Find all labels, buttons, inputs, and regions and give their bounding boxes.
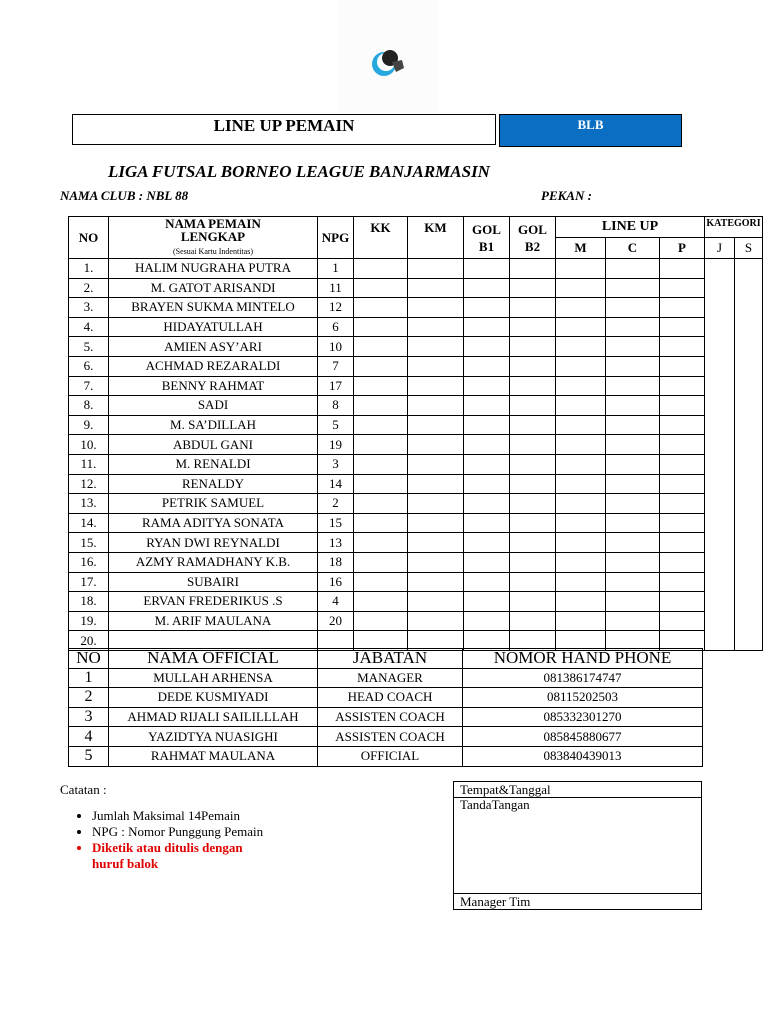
player-no: 1. (69, 259, 109, 279)
kk-cell (354, 592, 408, 612)
player-npg: 1 (318, 259, 354, 279)
players-table (68, 216, 763, 651)
player-no: 11. (69, 454, 109, 474)
player-name: RENALDY (109, 474, 318, 494)
lineup-c-cell (606, 592, 660, 612)
player-no: 19. (69, 611, 109, 631)
player-name: HIDAYATULLAH (109, 317, 318, 337)
col-name-line1: NAMA PEMAIN (165, 216, 261, 231)
lineup-c-cell (606, 474, 660, 494)
player-npg: 8 (318, 396, 354, 416)
lineup-c-cell (606, 494, 660, 514)
lineup-c-cell (606, 533, 660, 553)
player-npg: 18 (318, 552, 354, 572)
player-no: 9. (69, 415, 109, 435)
table-row (69, 298, 763, 318)
km-cell (408, 572, 464, 592)
lineup-p-cell (660, 259, 705, 279)
lineup-c-cell (606, 454, 660, 474)
player-name: BRAYEN SUKMA MINTELO (109, 298, 318, 318)
table-row (69, 259, 763, 279)
kk-cell (354, 278, 408, 298)
gol-b1-cell (464, 396, 510, 416)
lineup-p-cell (660, 454, 705, 474)
gol-b1-cell (464, 533, 510, 553)
gol-b2-cell (510, 435, 556, 455)
official-no: 5 (69, 746, 109, 766)
signature-box (453, 781, 702, 910)
official-no: 4 (69, 727, 109, 747)
player-no: 7. (69, 376, 109, 396)
player-npg: 3 (318, 454, 354, 474)
player-name: AMIEN ASY’ARI (109, 337, 318, 357)
player-npg: 5 (318, 415, 354, 435)
lineup-m-cell (556, 533, 606, 553)
table-row (69, 611, 763, 631)
kategori-s-cell (735, 259, 763, 651)
gol-b1-cell (464, 513, 510, 533)
table-row (69, 513, 763, 533)
lineup-c-cell (606, 415, 660, 435)
player-npg: 16 (318, 572, 354, 592)
kk-cell (354, 376, 408, 396)
player-no: 20. (69, 631, 109, 651)
kk-cell (354, 415, 408, 435)
table-row (69, 278, 763, 298)
col-c-header: C (606, 238, 660, 259)
player-name: PETRIK SAMUEL (109, 494, 318, 514)
lineup-m-cell (556, 435, 606, 455)
table-row (69, 592, 763, 612)
player-npg: 17 (318, 376, 354, 396)
table-row (69, 572, 763, 592)
col-s-header: S (735, 238, 763, 259)
col-gol-b2-header (510, 217, 556, 259)
col-j-header: J (705, 238, 735, 259)
player-no: 8. (69, 396, 109, 416)
lineup-c-cell (606, 513, 660, 533)
note-item-warning (92, 840, 263, 872)
player-npg: 20 (318, 611, 354, 631)
kk-cell (354, 611, 408, 631)
official-name: DEDE KUSMIYADI (109, 688, 318, 708)
gol-b1-cell (464, 298, 510, 318)
col-name-note: (Sesuai Kartu Indentitas) (173, 247, 253, 256)
km-cell (408, 454, 464, 474)
player-name: SUBAIRI (109, 572, 318, 592)
lineup-c-cell (606, 259, 660, 279)
gol-b2-cell (510, 415, 556, 435)
gol-b2-label: GOL (518, 221, 547, 237)
km-cell (408, 396, 464, 416)
gol-b2-cell (510, 337, 556, 357)
lineup-c-cell (606, 552, 660, 572)
gol-b2-cell (510, 454, 556, 474)
official-phone-header: NOMOR HAND PHONE (463, 649, 703, 669)
lineup-c-cell (606, 337, 660, 357)
lineup-c-cell (606, 278, 660, 298)
col-name-header (109, 217, 318, 259)
player-npg: 6 (318, 317, 354, 337)
player-name: ACHMAD REZARALDI (109, 356, 318, 376)
official-phone: 081386174747 (463, 668, 703, 688)
place-date-label: Tempat&Tanggal (454, 782, 701, 798)
official-no-header: NO (69, 649, 109, 669)
gol-b2-cell (510, 474, 556, 494)
gol-b1-cell (464, 356, 510, 376)
player-name: HALIM NUGRAHA PUTRA (109, 259, 318, 279)
player-name: RAMA ADITYA SONATA (109, 513, 318, 533)
player-npg: 14 (318, 474, 354, 494)
lineup-p-cell (660, 513, 705, 533)
table-row (69, 415, 763, 435)
note-item: • NPG : Nomor Punggung Pemain (92, 824, 263, 840)
kk-cell (354, 298, 408, 318)
official-role: ASSISTEN COACH (318, 707, 463, 727)
gol-b1-cell (464, 454, 510, 474)
lineup-p-cell (660, 415, 705, 435)
gol-b2-cell (510, 533, 556, 553)
col-kategori-header: KATEGORI (705, 217, 763, 238)
player-no: 14. (69, 513, 109, 533)
note-warning-line1: Diketik atau ditulis dengan (92, 840, 243, 855)
lineup-c-cell (606, 435, 660, 455)
player-name: M. SA’DILLAH (109, 415, 318, 435)
lineup-p-cell (660, 435, 705, 455)
official-phone: 083840439013 (463, 746, 703, 766)
gol-b1-label: GOL (472, 221, 501, 237)
official-name: RAHMAT MAULANA (109, 746, 318, 766)
note-warning-line2: huruf balok (92, 856, 159, 871)
lineup-m-cell (556, 552, 606, 572)
official-no: 1 (69, 668, 109, 688)
lineup-c-cell (606, 356, 660, 376)
player-no: 5. (69, 337, 109, 357)
lineup-m-cell (556, 317, 606, 337)
notes-list (72, 808, 263, 872)
lineup-m-cell (556, 474, 606, 494)
table-row (69, 746, 703, 766)
lineup-m-cell (556, 396, 606, 416)
kk-cell (354, 356, 408, 376)
officials-table (68, 648, 703, 767)
b1-label: B1 (478, 238, 495, 254)
table-row (69, 707, 703, 727)
lineup-m-cell (556, 259, 606, 279)
logo-icon (368, 42, 408, 82)
player-no: 15. (69, 533, 109, 553)
player-no: 2. (69, 278, 109, 298)
table-row (69, 376, 763, 396)
lineup-p-cell (660, 533, 705, 553)
km-cell (408, 376, 464, 396)
club-name: NAMA CLUB : NBL 88 (60, 188, 189, 203)
official-no: 3 (69, 707, 109, 727)
manager-label: Manager Tim (454, 893, 701, 909)
km-cell (408, 278, 464, 298)
lineup-m-cell (556, 454, 606, 474)
player-name: ERVAN FREDERIKUS .S (109, 592, 318, 612)
lineup-m-cell (556, 376, 606, 396)
pekan-label: PEKAN : (541, 188, 592, 203)
player-no: 10. (69, 435, 109, 455)
gol-b1-cell (464, 572, 510, 592)
table-row (69, 552, 763, 572)
col-kk-header: KK (354, 217, 408, 259)
gol-b2-cell (510, 611, 556, 631)
official-role: ASSISTEN COACH (318, 727, 463, 747)
official-no: 2 (69, 688, 109, 708)
official-role: OFFICIAL (318, 746, 463, 766)
lineup-c-cell (606, 298, 660, 318)
table-row (69, 396, 763, 416)
kk-cell (354, 337, 408, 357)
lineup-m-cell (556, 572, 606, 592)
kk-cell (354, 435, 408, 455)
lineup-p-cell (660, 337, 705, 357)
league-name: LIGA FUTSAL BORNEO LEAGUE BANJARMASIN (108, 162, 490, 181)
col-no-header: NO (69, 217, 109, 259)
note-item: • Jumlah Maksimal 14Pemain (92, 808, 263, 824)
lineup-p-cell (660, 494, 705, 514)
official-name-header: NAMA OFFICIAL (109, 649, 318, 669)
table-row (69, 317, 763, 337)
kk-cell (354, 474, 408, 494)
official-phone: 085332301270 (463, 707, 703, 727)
table-row (69, 668, 703, 688)
gol-b2-cell (510, 317, 556, 337)
gol-b2-cell (510, 278, 556, 298)
player-npg: 7 (318, 356, 354, 376)
gol-b2-cell (510, 356, 556, 376)
lineup-p-cell (660, 376, 705, 396)
gol-b1-cell (464, 494, 510, 514)
col-name-line2: LENGKAP (180, 229, 246, 244)
lineup-p-cell (660, 278, 705, 298)
player-name: SADI (109, 396, 318, 416)
gol-b1-cell (464, 278, 510, 298)
km-cell (408, 435, 464, 455)
lineup-p-cell (660, 298, 705, 318)
player-npg: 11 (318, 278, 354, 298)
gol-b2-cell (510, 513, 556, 533)
player-name: M. GATOT ARISANDI (109, 278, 318, 298)
notes-label: Catatan : (60, 782, 107, 797)
official-name: MULLAH ARHENSA (109, 668, 318, 688)
lineup-c-cell (606, 376, 660, 396)
lineup-c-cell (606, 611, 660, 631)
lineup-m-cell (556, 278, 606, 298)
col-km-header: KM (408, 217, 464, 259)
player-npg: 12 (318, 298, 354, 318)
gol-b1-cell (464, 474, 510, 494)
gol-b2-cell (510, 259, 556, 279)
player-name: ABDUL GANI (109, 435, 318, 455)
km-cell (408, 592, 464, 612)
kk-cell (354, 396, 408, 416)
gol-b1-cell (464, 552, 510, 572)
lineup-m-cell (556, 494, 606, 514)
lineup-c-cell (606, 572, 660, 592)
player-npg: 13 (318, 533, 354, 553)
km-cell (408, 259, 464, 279)
lineup-p-cell (660, 356, 705, 376)
table-row (69, 727, 703, 747)
col-lineup-header: LINE UP (556, 217, 705, 238)
km-cell (408, 356, 464, 376)
km-cell (408, 494, 464, 514)
lineup-c-cell (606, 396, 660, 416)
table-row (69, 454, 763, 474)
player-npg: 19 (318, 435, 354, 455)
km-cell (408, 513, 464, 533)
player-npg: 4 (318, 592, 354, 612)
player-name: BENNY RAHMAT (109, 376, 318, 396)
lineup-p-cell (660, 474, 705, 494)
km-cell (408, 611, 464, 631)
gol-b2-cell (510, 592, 556, 612)
table-row (69, 356, 763, 376)
lineup-m-cell (556, 611, 606, 631)
page-title: LINE UP PEMAIN (72, 114, 496, 145)
table-row (69, 494, 763, 514)
gol-b2-cell (510, 494, 556, 514)
lineup-m-cell (556, 337, 606, 357)
player-no: 17. (69, 572, 109, 592)
b2-label: B2 (524, 238, 541, 254)
kk-cell (354, 317, 408, 337)
kk-cell (354, 494, 408, 514)
signature-label: TandaTangan (460, 797, 530, 812)
gol-b2-cell (510, 572, 556, 592)
table-row (69, 688, 703, 708)
kk-cell (354, 454, 408, 474)
gol-b2-cell (510, 396, 556, 416)
lineup-p-cell (660, 552, 705, 572)
gol-b1-cell (464, 376, 510, 396)
col-gol-b1-header (464, 217, 510, 259)
kk-cell (354, 572, 408, 592)
player-name: RYAN DWI REYNALDI (109, 533, 318, 553)
official-phone: 085845880677 (463, 727, 703, 747)
player-name: AZMY RAMADHANY K.B. (109, 552, 318, 572)
kk-cell (354, 552, 408, 572)
km-cell (408, 533, 464, 553)
gol-b1-cell (464, 415, 510, 435)
lineup-m-cell (556, 298, 606, 318)
kk-cell (354, 533, 408, 553)
km-cell (408, 298, 464, 318)
player-npg: 10 (318, 337, 354, 357)
gol-b1-cell (464, 259, 510, 279)
gol-b2-cell (510, 376, 556, 396)
lineup-p-cell (660, 572, 705, 592)
official-name: AHMAD RIJALI SAILILLLAH (109, 707, 318, 727)
lineup-p-cell (660, 592, 705, 612)
official-role-header: JABATAN (318, 649, 463, 669)
km-cell (408, 337, 464, 357)
gol-b1-cell (464, 611, 510, 631)
player-npg: 15 (318, 513, 354, 533)
gol-b1-cell (464, 317, 510, 337)
lineup-c-cell (606, 317, 660, 337)
gol-b1-cell (464, 592, 510, 612)
gol-b1-cell (464, 337, 510, 357)
km-cell (408, 415, 464, 435)
lineup-p-cell (660, 611, 705, 631)
lineup-m-cell (556, 592, 606, 612)
player-npg: 2 (318, 494, 354, 514)
col-p-header: P (660, 238, 705, 259)
lineup-m-cell (556, 415, 606, 435)
km-cell (408, 317, 464, 337)
player-no: 6. (69, 356, 109, 376)
player-no: 18. (69, 592, 109, 612)
km-cell (408, 552, 464, 572)
gol-b2-cell (510, 298, 556, 318)
table-row (69, 474, 763, 494)
lineup-p-cell (660, 396, 705, 416)
player-name: M. ARIF MAULANA (109, 611, 318, 631)
kategori-j-cell (705, 259, 735, 651)
lineup-p-cell (660, 317, 705, 337)
kk-cell (354, 513, 408, 533)
player-no: 4. (69, 317, 109, 337)
league-code-badge: BLB (499, 114, 682, 147)
km-cell (408, 474, 464, 494)
player-name: M. RENALDI (109, 454, 318, 474)
gol-b2-cell (510, 552, 556, 572)
player-no: 16. (69, 552, 109, 572)
col-npg-header: NPG (318, 217, 354, 259)
official-role: MANAGER (318, 668, 463, 688)
lineup-m-cell (556, 356, 606, 376)
col-m-header: M (556, 238, 606, 259)
table-row (69, 533, 763, 553)
player-no: 3. (69, 298, 109, 318)
table-row (69, 435, 763, 455)
table-row (69, 337, 763, 357)
official-phone: 08115202503 (463, 688, 703, 708)
official-name: YAZIDTYA NUASIGHI (109, 727, 318, 747)
kk-cell (354, 259, 408, 279)
gol-b1-cell (464, 435, 510, 455)
player-no: 13. (69, 494, 109, 514)
player-no: 12. (69, 474, 109, 494)
official-role: HEAD COACH (318, 688, 463, 708)
lineup-m-cell (556, 513, 606, 533)
